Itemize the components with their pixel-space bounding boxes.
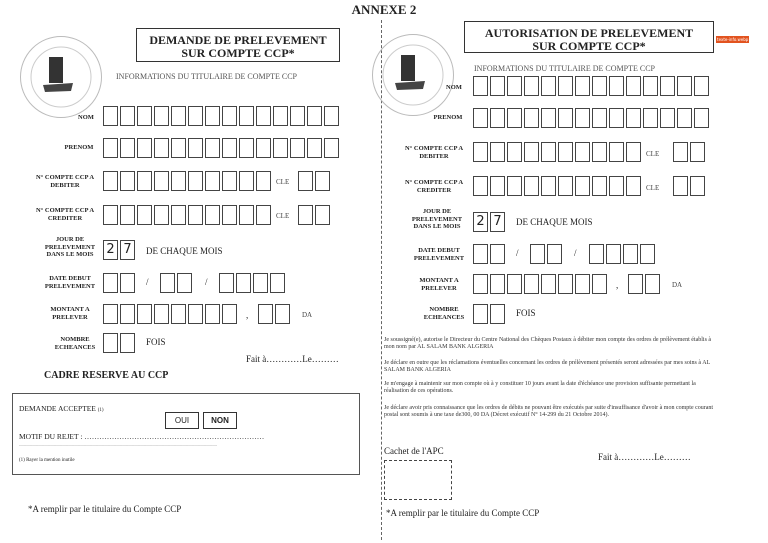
- right-title-line1: AUTORISATION DE PRELEVEMENT: [484, 26, 694, 40]
- right-date-year[interactable]: [589, 244, 657, 264]
- left-nom-label: NOM: [78, 114, 94, 121]
- non-button[interactable]: NON: [203, 412, 237, 429]
- left-jour-label: JOUR DE PRELEVEMENT DANS LE MOIS: [44, 236, 96, 258]
- right-crediter-cle-label: CLE: [646, 184, 660, 192]
- right-nom-label: NOM: [446, 84, 462, 91]
- left-crediter-cle-field[interactable]: [298, 205, 332, 225]
- left-date-label: DATE DEBUT PRELEVEMENT: [44, 275, 96, 290]
- demande-acceptee-note: (1): [97, 408, 104, 413]
- right-montant-field[interactable]: [473, 274, 609, 294]
- right-date-month[interactable]: [530, 244, 564, 264]
- right-debiter-cle-label: CLE: [646, 150, 660, 158]
- left-crediter-cle-label: CLE: [276, 212, 290, 220]
- left-crediter-field[interactable]: [103, 205, 273, 225]
- annex-title: ANNEXE 2: [351, 2, 417, 17]
- left-fait-a: Fait à…………Le………: [246, 354, 339, 364]
- left-date-slash2: /: [205, 277, 208, 287]
- cachet-box[interactable]: [384, 460, 452, 500]
- left-crediter-label: N° COMPTE CCP A CREDITER: [35, 207, 95, 222]
- declaration-paragraph-2: Je déclare en outre que les réclamations éventuelles concernant les ordres de prélèvement présentés seront adressées par mes soins à AL SALAM BANK ALGERIA: [384, 360, 710, 373]
- right-title-line2: SUR COMPTE CCP*: [532, 39, 646, 53]
- motif-rejet-dots: ………………………………………………………………………………………: [19, 442, 217, 448]
- right-da-label: DA: [672, 281, 683, 289]
- cachet-label: Cachet de l'APC: [384, 446, 444, 456]
- left-debiter-label: N° COMPTE CCP A DEBITER: [35, 174, 95, 189]
- left-title-line2: SUR COMPTE CCP*: [181, 46, 295, 60]
- declaration-paragraph-3: Je m'engage à maintenir sur mon compte où à y constituer 10 jours avant la date d'échéance une provision suffisante permettant la réalisation de ces opérations.: [384, 381, 696, 394]
- right-debiter-label: N° COMPTE CCP A DEBITER: [404, 145, 464, 160]
- left-montant-cents[interactable]: [258, 304, 292, 324]
- left-cadre-heading: CADRE RESERVE AU CCP: [44, 370, 169, 381]
- right-prenom-field[interactable]: [473, 108, 711, 128]
- demande-acceptee-label: [19, 404, 104, 413]
- right-debiter-field[interactable]: [473, 142, 643, 162]
- oui-button[interactable]: OUI: [165, 412, 199, 429]
- rayer-note: (1) Rayer la mention inutile: [19, 458, 75, 463]
- left-montant-field[interactable]: [103, 304, 239, 324]
- left-chaque-mois: DE CHAQUE MOIS: [146, 246, 223, 256]
- right-jour-label: JOUR DE PRELEVEMENT DANS LE MOIS: [411, 208, 463, 230]
- right-date-slash1: /: [516, 248, 519, 258]
- right-fait-a: Fait à…………Le………: [598, 452, 691, 462]
- right-prenom-label: PRENOM: [433, 114, 463, 121]
- right-crediter-field[interactable]: [473, 176, 643, 196]
- right-date-day[interactable]: [473, 244, 507, 264]
- left-debiter-cle-field[interactable]: [298, 171, 332, 191]
- left-date-month[interactable]: [160, 273, 194, 293]
- left-info-label: INFORMATIONS DU TITULAIRE DE COMPTE CCP: [116, 72, 297, 81]
- left-jour-digit1: 2: [106, 242, 115, 257]
- motif-rejet-field[interactable]: MOTIF DU REJET : ………………………………………………………………: [19, 432, 265, 441]
- reserved-box: [12, 393, 360, 475]
- right-date-label: DATE DEBUT PRELEVEMENT: [413, 247, 465, 262]
- left-footnote: *A remplir par le titulaire du Compte CCP: [28, 504, 182, 514]
- right-nombre-field[interactable]: [473, 304, 507, 324]
- left-montant-label: MONTANT A PRELEVER: [50, 306, 90, 321]
- right-info-label: INFORMATIONS DU TITULAIRE DE COMPTE CCP: [474, 64, 655, 73]
- right-crediter-cle-field[interactable]: [673, 176, 707, 196]
- left-date-day[interactable]: [103, 273, 137, 293]
- right-jour-digit2: 7: [493, 214, 502, 229]
- left-title-box: [136, 28, 340, 62]
- left-title-line1: DEMANDE DE PRELEVEMENT: [149, 33, 327, 47]
- right-montant-comma: ,: [616, 280, 619, 290]
- demande-acceptee-text: DEMANDE ACCEPTEE: [19, 404, 96, 413]
- right-debiter-cle-field[interactable]: [673, 142, 707, 162]
- left-fois-label: FOIS: [146, 337, 166, 347]
- left-debiter-cle-label: CLE: [276, 178, 290, 186]
- left-date-year[interactable]: [219, 273, 287, 293]
- right-nom-field[interactable]: [473, 76, 711, 96]
- right-title-box: [464, 21, 714, 53]
- right-date-slash2: /: [574, 248, 577, 258]
- overlay-badge: texte-info.webp: [717, 37, 749, 42]
- stamp-logo-right: [372, 34, 454, 116]
- right-montant-cents[interactable]: [628, 274, 662, 294]
- right-jour-digit1: 2: [476, 214, 485, 229]
- left-da-label: DA: [302, 311, 313, 319]
- right-nombre-label: NOMBRE ECHEANCES: [423, 306, 465, 321]
- left-date-slash1: /: [146, 277, 149, 287]
- left-nom-field[interactable]: [103, 106, 341, 126]
- left-prenom-label: PRENOM: [64, 144, 94, 151]
- right-montant-label: MONTANT A PRELEVER: [419, 277, 459, 292]
- stamp-logo-left: [20, 36, 102, 118]
- right-crediter-label: N° COMPTE CCP A CREDITER: [404, 179, 464, 194]
- left-prenom-field[interactable]: [103, 138, 341, 158]
- left-nombre-field[interactable]: [103, 333, 137, 353]
- left-debiter-field[interactable]: [103, 171, 273, 191]
- declaration-paragraph-1: Je soussigné(e), autorise le Directeur du Centre National des Chèques Postaux à débiter mon compte des ordres de prélèvement établis à mon nom par AL SALAM BANK ALGERIA: [384, 337, 712, 350]
- right-fois-label: FOIS: [516, 308, 536, 318]
- left-jour-digit2: 7: [123, 242, 132, 257]
- right-chaque-mois: DE CHAQUE MOIS: [516, 217, 593, 227]
- declaration-paragraph-4: Je déclare avoir pris connaissance que les ordres de débits ne pouvant être exécutés par suite d'insuffisance d'avoir à mon compte courant postal sont soumis à une taxe de300, 00 DA (Décret exécutif N° 14-299 du 21 Octobre 2014).: [384, 405, 714, 418]
- right-footnote: *A remplir par le titulaire du Compte CCP: [386, 508, 540, 518]
- left-nombre-label: NOMBRE ECHEANCES: [54, 336, 96, 351]
- left-montant-comma: ,: [246, 310, 249, 320]
